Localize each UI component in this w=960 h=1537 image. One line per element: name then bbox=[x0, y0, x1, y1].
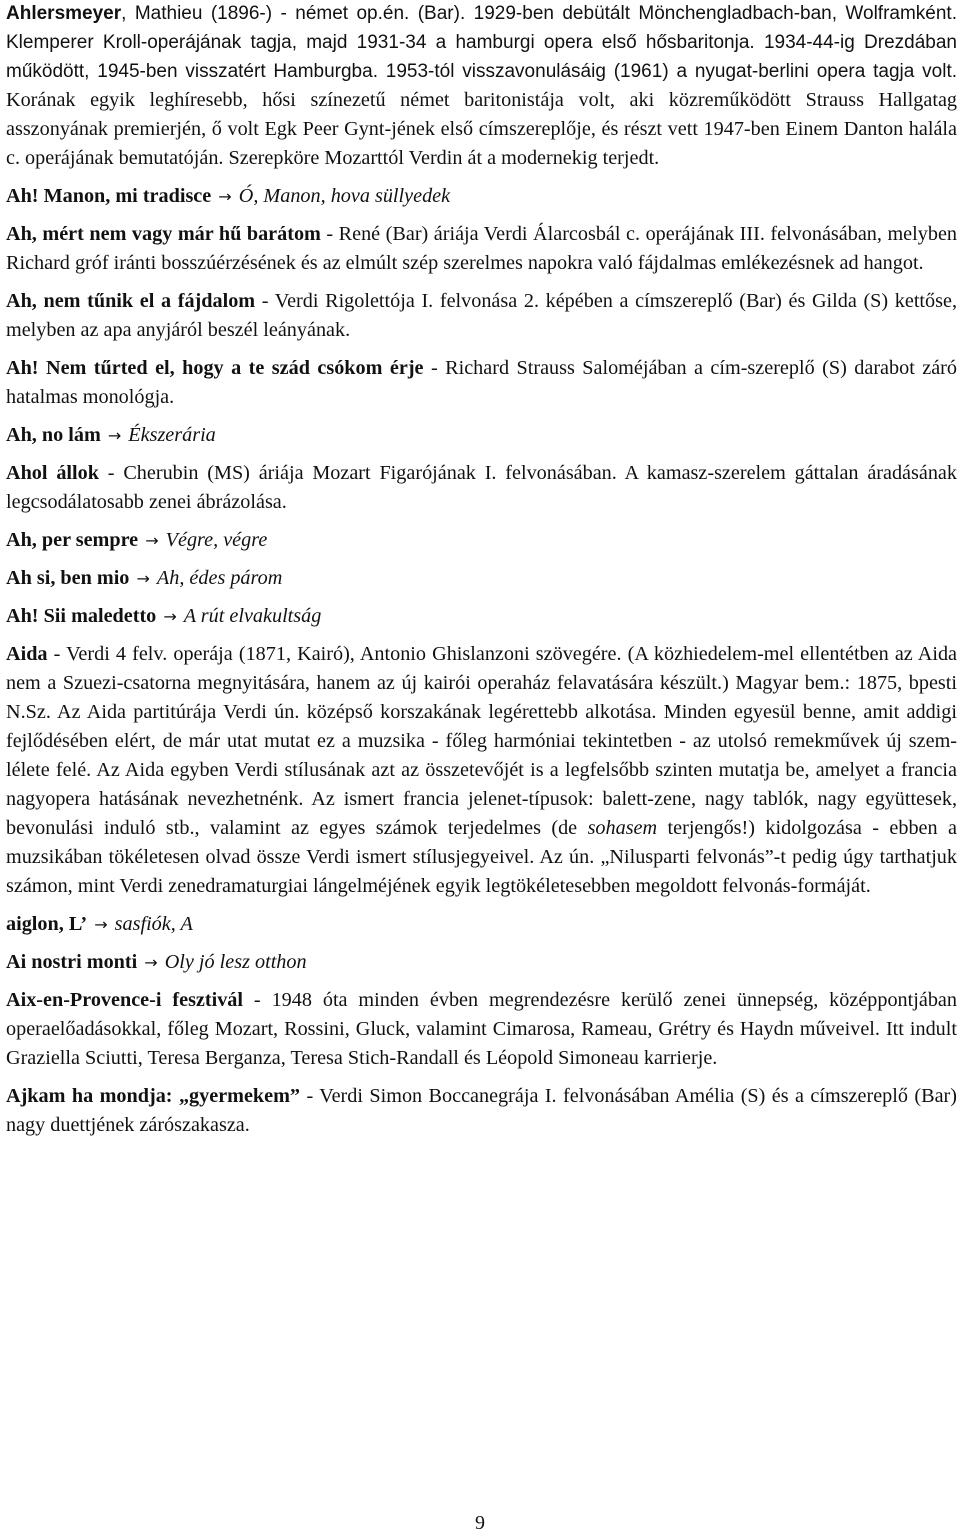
entry-text: - René (Bar) áriája Verdi Álarcosbál c. operájának III. felvonásában, melyben Richard gróf iránti bosszúérzésének és az elmúlt szép szerelmes napokra való fájdalmas emlékezésnek ad hangot. bbox=[6, 223, 957, 274]
entry-text: Korának egyik leghíresebb, hősi színezetű német baritonistája volt, aki közreműködött Strauss Hallgatag asszonyának premierjén, ő volt Egk Peer Gynt-jének első címszereplője, és részt vett 1947-ben Einem Danton halála c. operájának bemutatóján. Szerepköre Mozarttól Verdin át a modernekig terjedt. bbox=[6, 89, 957, 169]
entry-text: - Verdi Simon Boccanegrája I. felvonásában Amélia (S) és a címszereplő (Bar) nagy duettjének zárószakasza. bbox=[6, 1085, 957, 1136]
entry-aiglon bbox=[6, 910, 957, 939]
headword: Ah! Sii maledetto bbox=[6, 605, 157, 627]
headword: Ah si, ben mio bbox=[6, 567, 130, 589]
entry-ah-nem-turted bbox=[6, 354, 957, 412]
cross-reference: Ah, édes párom bbox=[156, 567, 283, 589]
cross-reference: Ó, Manon, hova süllyedek bbox=[238, 185, 451, 207]
entry-ai-nostri-monti bbox=[6, 948, 957, 977]
arrow-right-icon: → bbox=[144, 953, 158, 972]
entry-ajkam-ha-mondja bbox=[6, 1082, 957, 1140]
page-number: 9 bbox=[475, 1512, 485, 1534]
headword: Ah, nem tűnik el a fájdalom bbox=[6, 290, 256, 312]
headword: Ahol állok bbox=[6, 462, 99, 484]
cross-reference: Ékszerária bbox=[128, 424, 216, 446]
headword: Ah, per sempre bbox=[6, 529, 139, 551]
entry-ahol-allok bbox=[6, 459, 957, 517]
entry-text: - Verdi 4 felv. operája (1871, Kairó), Antonio Ghislanzoni szövegére. (A közhiedelem-mel ellentétben az Aida nem a Szuezi-csatorna megnyitására, hanem az új kairói operaház felavatására készült.) Magyar bem.: 1875, bpesti N.Sz. Az Aida partitúrája Verdi ún. középső korszakának legérettebb alkotása. Minden egyesül benne, amit addigi fejlődésében elért, de már utat mutat ez a muzsika - főleg harmóniai tekintetben - az utolsó remekművek új szem-lélete felé. Az Aida egyben Verdi stílusának azt az összetevőjét is a legfelsőbb szinten mutatja be, amelyet a francia nagyopera hatásának nevezhetnénk. Az ismert francia jelenet-típusok: balett-zene, nagy tablók, nagy együttesek, bevonulási induló stb., valamint az egyes számok terjedelmes (de bbox=[6, 643, 957, 839]
headword: Ah, mért nem vagy már hű barátom bbox=[6, 223, 321, 245]
cross-reference: sasfiók, A bbox=[114, 913, 193, 935]
arrow-right-icon: → bbox=[107, 426, 122, 445]
arrow-right-icon: → bbox=[163, 607, 177, 626]
cross-reference: Oly jó lesz otthon bbox=[164, 951, 307, 973]
entry-ah-manon bbox=[6, 182, 957, 211]
headword: Ajkam ha mondja: „gyermekem” bbox=[6, 1085, 301, 1107]
entry-text: - 1948 óta minden évben megrendezésre kerülő zenei ünnepség, középpontjában operaelőadásokkal, főleg Mozart, Rossini, Gluck, valamint Cimarosa, Rameau, Grétry és Haydn műveivel. Itt indult Graziella Sciutti, Teresa Berganza, Teresa Stich-Randall és Léopold Simoneau karrierje. bbox=[6, 989, 957, 1069]
lexicon-page bbox=[6, 0, 957, 1149]
entry-text: - Richard Strauss Saloméjában a cím-szereplő (S) darabot záró hatalmas monológja. bbox=[6, 357, 957, 408]
headword: Ah! Manon, mi tradisce bbox=[6, 185, 212, 207]
headword: Aix-en-Provence-i fesztivál bbox=[6, 989, 244, 1011]
entry-ah-nem-tunik bbox=[6, 287, 957, 345]
entry-ah-sii-maledetto bbox=[6, 602, 957, 631]
entry-text: - Cherubin (MS) áriája Mozart Figarójának I. felvonásában. A kamasz-szerelem gáttalan áradásának legcsodálatosabb zenei ábrázolása. bbox=[6, 462, 957, 513]
headword: Ahlersmeyer bbox=[6, 3, 122, 24]
cross-reference: Végre, végre bbox=[165, 529, 268, 551]
entry-aida bbox=[6, 640, 957, 901]
arrow-right-icon: → bbox=[136, 569, 150, 588]
arrow-right-icon: → bbox=[145, 531, 159, 550]
headword: Aida bbox=[6, 643, 48, 665]
arrow-right-icon: → bbox=[94, 915, 108, 934]
headword: Ah! Nem tűrted el, hogy a te szád csókom érje bbox=[6, 357, 424, 379]
headword: aiglon, L’ bbox=[6, 913, 88, 935]
entry-text: - Verdi Rigolettója I. felvonása 2. képében a címszereplő (Bar) és Gilda (S) kettőse, melyben az apa anyjáról beszél leányának. bbox=[6, 290, 957, 341]
headword: Ah, no lám bbox=[6, 424, 101, 446]
arrow-right-icon: → bbox=[218, 187, 232, 206]
entry-text: , Mathieu (1896-) - német op.én. (Bar). 1929-ben debütált Mönchengladbach-ban, Wolframként. Klemperer Kroll-operájának tagja, majd 1931-34 a hamburgi opera első hősbaritonja. 1934-44-ig Drezdában működött, 1945-ben visszatért Hamburgba. 1953-tól visszavonulásáig (1961) a nyugat-berlini opera tagja volt. bbox=[6, 3, 957, 82]
cross-reference: A rút elvakultság bbox=[183, 605, 322, 627]
headword: Ai nostri monti bbox=[6, 951, 138, 973]
entry-ahlersmeyer bbox=[6, 0, 957, 173]
emphasis: sohasem bbox=[587, 817, 658, 839]
entry-text: terjengős!) kidolgozása - ebben a muzsikában tökéletesen olvad össze Verdi ismert stílusjegyeivel. Az ún. „Nilusparti felvonás”-t pedig úgy tarthatjuk számon, mint Verdi zenedramaturgiai lángelméjének egyik legtökéletesebben megoldott felvonás-formáját. bbox=[6, 817, 957, 897]
entry-aix-en-provence bbox=[6, 986, 957, 1073]
entry-ah-mert bbox=[6, 220, 957, 278]
entry-ah-per-sempre bbox=[6, 526, 957, 555]
entry-ah-no-lam bbox=[6, 421, 957, 450]
entry-ah-si-ben-mio bbox=[6, 564, 957, 593]
